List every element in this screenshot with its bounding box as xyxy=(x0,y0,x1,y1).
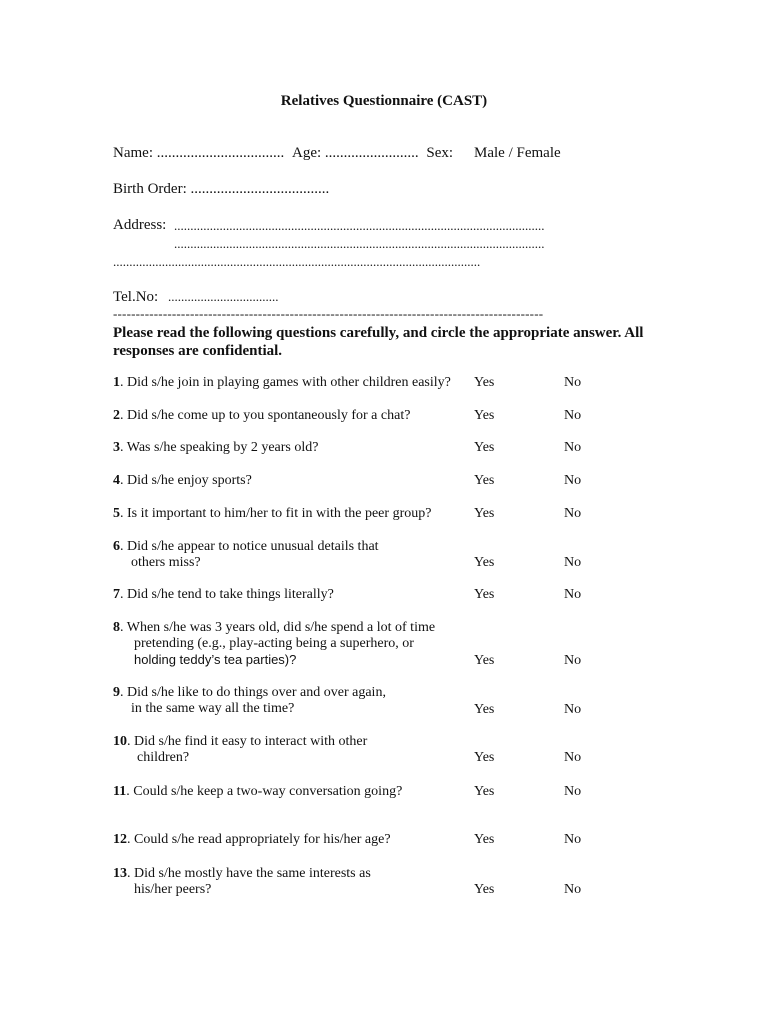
question-number: 5 xyxy=(113,506,120,521)
tel-dots[interactable]: .................................. xyxy=(167,289,279,304)
question-number: 13 xyxy=(113,866,127,881)
name-field[interactable] xyxy=(113,145,453,162)
question-2 xyxy=(113,408,410,424)
tel-label: Tel.No: xyxy=(113,289,159,305)
separator-line: ----------------------------------------------------------------------------------------------- xyxy=(113,306,544,321)
question-number: 8 xyxy=(113,620,120,635)
question-text: . Did s/he appear to notice unusual details that xyxy=(120,539,379,554)
answer-no[interactable]: No xyxy=(564,882,582,897)
question-number: 11 xyxy=(113,784,127,799)
age-dots[interactable]: ......................... xyxy=(324,145,419,161)
address-line-2[interactable]: .................................................................................................................. xyxy=(174,236,545,251)
question-number: 10 xyxy=(113,734,127,749)
address-line-3[interactable]: ................................................................................................................. xyxy=(113,254,481,269)
answer-yes[interactable]: Yes xyxy=(474,784,495,799)
answer-yes[interactable]: Yes xyxy=(474,587,495,602)
question-text-continued: holding teddy’s tea parties)? xyxy=(134,652,297,667)
sex-label: Sex: xyxy=(426,145,454,161)
address-label: Address: xyxy=(113,217,167,233)
question-4 xyxy=(113,473,252,489)
question-number: 1 xyxy=(113,375,120,390)
answer-no[interactable]: No xyxy=(564,473,582,488)
answer-yes[interactable]: Yes xyxy=(474,440,495,455)
answer-no[interactable]: No xyxy=(564,750,582,765)
birth-order-dots[interactable]: ..................................... xyxy=(190,181,330,197)
tel-field[interactable] xyxy=(113,289,278,306)
answer-yes[interactable]: Yes xyxy=(474,408,495,423)
sex-options[interactable]: Male / Female xyxy=(474,145,561,161)
question-text: . Was s/he speaking by 2 years old? xyxy=(120,440,319,455)
question-text-continued: in the same way all the time? xyxy=(131,701,295,716)
address-line-1[interactable]: .................................................................................................................. xyxy=(174,218,545,233)
question-1 xyxy=(113,375,451,391)
question-text: . Is it important to him/her to fit in with the peer group? xyxy=(120,506,432,521)
question-text: . When s/he was 3 years old, did s/he spend a lot of time xyxy=(120,620,436,635)
answer-no[interactable]: No xyxy=(564,653,582,668)
question-6 xyxy=(113,539,379,571)
question-text: . Did s/he tend to take things literally? xyxy=(120,587,334,602)
question-11 xyxy=(113,784,402,800)
answer-yes[interactable]: Yes xyxy=(474,653,495,668)
question-number: 4 xyxy=(113,473,120,488)
question-10 xyxy=(113,734,367,766)
answer-yes[interactable]: Yes xyxy=(474,702,495,717)
question-7 xyxy=(113,587,334,603)
answer-no[interactable]: No xyxy=(564,555,582,570)
question-5 xyxy=(113,506,431,522)
question-13 xyxy=(113,866,371,898)
question-number: 7 xyxy=(113,587,120,602)
question-text-continued: his/her peers? xyxy=(134,882,212,897)
instructions: Please read the following questions carefully, and circle the appropriate answer. All responses are confidential. xyxy=(113,325,644,359)
question-text: . Did s/he join in playing games with other children easily? xyxy=(120,375,451,390)
question-text: . Did s/he come up to you spontaneously for a chat? xyxy=(120,408,411,423)
age-label: Age: xyxy=(291,145,322,161)
answer-no[interactable]: No xyxy=(564,702,582,717)
question-12 xyxy=(113,832,391,848)
question-text: . Did s/he enjoy sports? xyxy=(120,473,252,488)
answer-yes[interactable]: Yes xyxy=(474,882,495,897)
question-number: 2 xyxy=(113,408,120,423)
question-number: 3 xyxy=(113,440,120,455)
page-title: Relatives Questionnaire (CAST) xyxy=(280,93,488,109)
answer-yes[interactable]: Yes xyxy=(474,506,495,521)
question-text: . Did s/he find it easy to interact with other xyxy=(127,734,368,749)
question-text-continued: others miss? xyxy=(131,555,201,570)
question-3 xyxy=(113,440,318,456)
answer-no[interactable]: No xyxy=(564,587,582,602)
birth-order-label: Birth Order: xyxy=(113,181,187,197)
answer-yes[interactable]: Yes xyxy=(474,750,495,765)
answer-no[interactable]: No xyxy=(564,440,582,455)
question-number: 12 xyxy=(113,832,127,847)
question-text: . Did s/he mostly have the same interests as xyxy=(127,866,371,881)
answer-no[interactable]: No xyxy=(564,784,582,799)
answer-no[interactable]: No xyxy=(564,832,582,847)
question-text: . Could s/he read appropriately for his/her age? xyxy=(127,832,391,847)
question-text: . Could s/he keep a two-way conversation going? xyxy=(126,784,403,799)
answer-yes[interactable]: Yes xyxy=(474,473,495,488)
question-text-continued: pretending (e.g., play-acting being a superhero, or xyxy=(134,636,414,651)
name-dots[interactable]: .................................. xyxy=(156,145,285,161)
question-number: 6 xyxy=(113,539,120,554)
question-9 xyxy=(113,685,386,717)
question-text-continued: children? xyxy=(137,750,190,765)
answer-yes[interactable]: Yes xyxy=(474,832,495,847)
question-text: . Did s/he like to do things over and over again, xyxy=(120,685,386,700)
answer-no[interactable]: No xyxy=(564,408,582,423)
birth-order-field[interactable] xyxy=(113,181,329,198)
name-label: Name: xyxy=(113,145,153,161)
answer-yes[interactable]: Yes xyxy=(474,555,495,570)
answer-no[interactable]: No xyxy=(564,506,582,521)
question-number: 9 xyxy=(113,685,120,700)
question-8 xyxy=(113,620,435,668)
answer-no[interactable]: No xyxy=(564,375,582,390)
answer-yes[interactable]: Yes xyxy=(474,375,495,390)
